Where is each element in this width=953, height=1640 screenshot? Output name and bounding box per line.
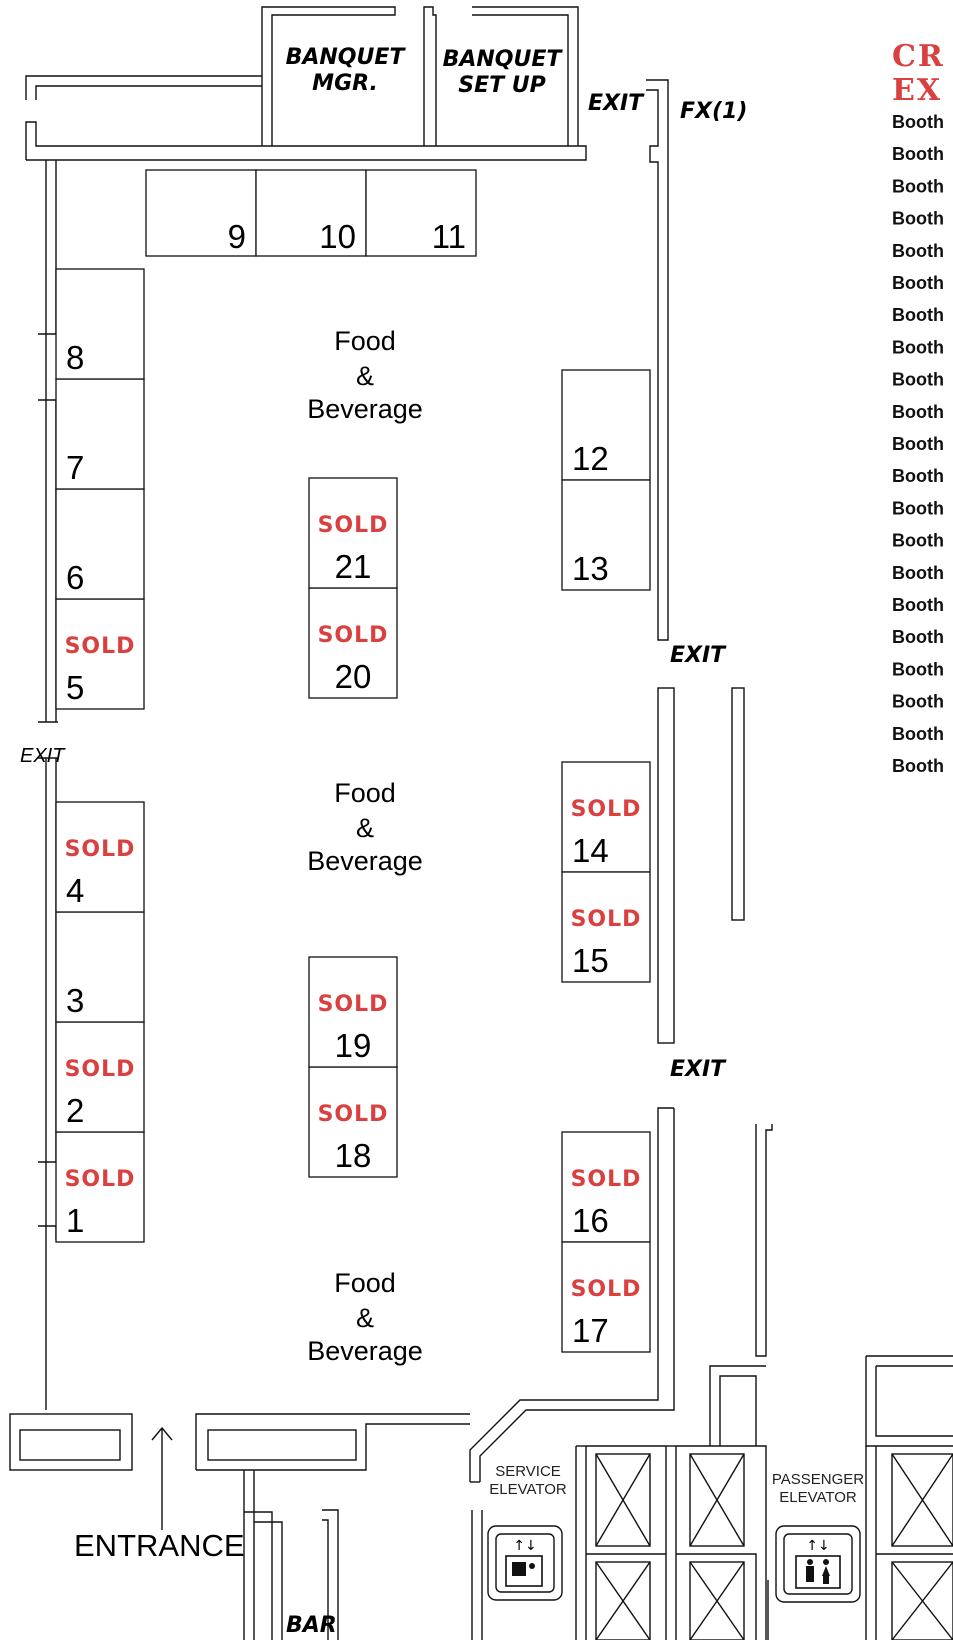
booth-number: 12 [572,440,609,477]
booth-list-item: Booth [892,659,944,680]
booth-number: 4 [66,872,85,909]
booth-number: 19 [334,1027,372,1064]
booth-6[interactable] [56,489,144,599]
entrance-arrow-icon [152,1428,172,1530]
booth-list-item: Booth [892,595,944,615]
food-beverage-area-1 [307,326,423,424]
booth-13[interactable] [562,480,650,590]
svg-text:↑↓: ↑↓ [513,1538,537,1554]
service-elevator-icon [488,1526,562,1600]
entrance-label: ENTRANCE [74,1528,245,1563]
svg-text:Food: Food [334,1268,396,1298]
booth-number: 16 [572,1202,609,1239]
booth-list-item: Booth [892,691,944,712]
booth-21[interactable] [309,478,397,588]
svg-text:Food: Food [334,778,396,808]
bar-label: BAR [286,1613,337,1638]
booth-number: 5 [66,669,85,706]
exit-label-top: EXIT [588,91,644,116]
booth-list-item: Booth [892,144,944,165]
sold-badge: SOLD [64,837,136,862]
food-beverage-area-3 [307,1268,423,1366]
booth-list [892,112,944,776]
booth-number: 9 [227,218,246,255]
booth-number: 8 [66,339,85,376]
booth-8[interactable] [56,269,144,379]
svg-text:&: & [355,813,375,843]
booth-list-item: Booth [892,723,944,744]
booth-number: 20 [334,658,372,695]
booth-list-item: Booth [892,627,944,648]
booth-list-item: Booth [892,208,944,229]
booth-16[interactable] [562,1132,650,1242]
booth-number: 3 [66,982,85,1019]
booth-2[interactable] [56,1022,144,1132]
fx-label: FX(1) [680,99,748,124]
booth-20[interactable] [309,588,397,698]
booth-7[interactable] [56,379,144,489]
svg-text:&: & [355,361,375,391]
svg-text:Food: Food [334,326,396,356]
booth-12[interactable] [562,370,650,480]
passenger-elevator-label-2: ELEVATOR [779,1489,857,1506]
booth-11[interactable] [366,170,476,256]
banquet-mgr-label-1: BANQUET [285,45,405,70]
booth-10[interactable] [256,170,366,256]
sold-badge: SOLD [64,634,136,659]
svg-text:Beverage: Beverage [307,394,423,424]
sold-badge: SOLD [570,907,642,932]
booth-list-item: Booth [892,498,944,519]
booth-19[interactable] [309,957,397,1067]
booth-4[interactable] [56,802,144,912]
booth-5[interactable] [56,599,144,709]
sold-badge: SOLD [64,1057,136,1082]
booth-1[interactable] [56,1132,144,1242]
svg-text:&: & [355,1303,375,1333]
booth-list-item: Booth [892,562,944,583]
passenger-elevator-label-1: PASSENGER [771,1471,865,1488]
booth-number: 1 [66,1202,85,1239]
sold-badge: SOLD [570,1277,642,1302]
sold-badge: SOLD [317,992,389,1017]
booth-list-item: Booth [892,434,944,454]
booth-18[interactable] [309,1067,397,1177]
sold-badge: SOLD [317,513,389,538]
booth-number: 18 [334,1137,372,1174]
sold-badge: SOLD [64,1167,136,1192]
exit-label-right-1: EXIT [670,643,726,668]
booth-number: 21 [334,548,372,585]
sold-badge: SOLD [317,623,389,648]
food-beverage-area-2 [307,778,423,876]
booth-14[interactable] [562,762,650,872]
booth-3[interactable] [56,912,144,1022]
booth-list-item: Booth [892,756,944,776]
booth-list-item: Booth [892,273,944,293]
svg-text:Beverage: Beverage [307,1336,423,1366]
booth-number: 15 [572,942,609,979]
booth-17[interactable] [562,1242,650,1352]
booth-list-item: Booth [892,466,944,487]
booth-number: 7 [66,449,85,486]
banquet-setup-label-2: SET UP [458,73,546,98]
booth-number: 10 [319,218,356,255]
page-title-line-2: EX [892,73,943,108]
booth-list-item: Booth [892,530,944,551]
booth-number: 17 [572,1312,609,1349]
booth-number: 2 [66,1092,85,1129]
booth-list-item: Booth [892,337,944,358]
svg-text:↑↓: ↑↓ [806,1538,830,1554]
service-elevator-label-1: SERVICE [495,1463,561,1480]
booth-number: 11 [431,218,466,255]
banquet-mgr-label-2: MGR. [312,71,378,96]
booth-number: 6 [66,559,85,596]
booth-list-item: Booth [892,401,944,422]
exit-label-right-2: EXIT [670,1057,726,1082]
booth-list-item: Booth [892,305,944,326]
booth-list-item: Booth [892,240,944,261]
exit-label-left: EXIT [20,745,65,767]
booth-list-item: Booth [892,369,944,390]
sold-badge: SOLD [317,1102,389,1127]
service-elevator-label-2: ELEVATOR [489,1481,567,1498]
booth-15[interactable] [562,872,650,982]
booth-list-item: Booth [892,176,944,197]
page-title-line-1: CR [892,39,945,74]
passenger-elevator-icon [776,1526,860,1602]
booth-number: 13 [572,550,609,587]
svg-text:Beverage: Beverage [307,846,423,876]
booth-9[interactable] [146,170,256,256]
booth-list-item: Booth [892,112,944,132]
sold-badge: SOLD [570,1167,642,1192]
banquet-setup-label-1: BANQUET [442,47,562,72]
booth-number: 14 [572,832,609,869]
sold-badge: SOLD [570,797,642,822]
